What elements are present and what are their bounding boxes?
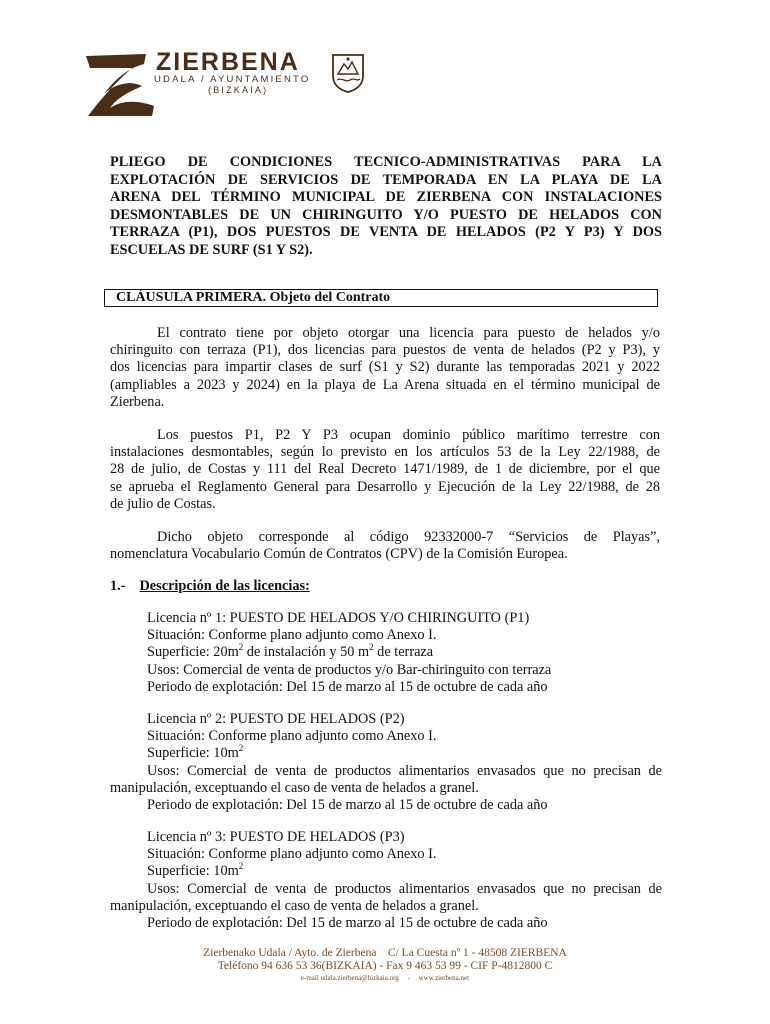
license-uses: Usos: Comercial de venta de productos alimentarios envasados que no precisan de [147, 880, 662, 897]
logo-subtitle: UDALA / AYUNTAMIENTO [154, 74, 311, 85]
license-title: Licencia nº 1: PUESTO DE HELADOS Y/O CHIRINGUITO (P1) [147, 610, 530, 626]
logo-name: ZIERBENA [156, 48, 300, 76]
text-line: 28 de julio, de Costas y 111 del Real Decreto 1471/1989, de 1 de diciembre, por el que [110, 461, 660, 478]
license-1 [110, 610, 662, 696]
text-line: de julio de Costas. [110, 495, 216, 512]
license-uses: Usos: Comercial de venta de productos y/o Bar-chiringuito con terraza [147, 661, 552, 678]
letterhead [84, 44, 374, 124]
text-line: Los puestos P1, P2 Y P3 ocupan dominio público marítimo terrestre con [157, 427, 660, 443]
paragraph-stalls [110, 427, 660, 513]
license-3 [110, 829, 662, 932]
license-uses-cont: manipulación, exceptuando el caso de venta de helados a granel. [110, 897, 479, 914]
footer-address: Zierbenako Udala / Ayto. de Zierbena C/ La Cuesta nº 1 - 48508 ZIERBENA [203, 947, 567, 959]
license-2 [110, 711, 662, 814]
clause-heading: CLÁUSULA PRIMERA. Objeto del Contrato [104, 289, 658, 307]
title-line: EXPLOTACIÓN DE SERVICIOS DE TEMPORADA EN LA PLAYA DE LA [110, 171, 662, 188]
section-number: 1.- [110, 578, 126, 594]
paragraph-cpv [110, 529, 660, 563]
license-period: Periodo de explotación: Del 15 de marzo al 15 de octubre de cada año [147, 797, 548, 814]
paragraph-object [110, 325, 660, 411]
text-line: dos licencias para impartir clases de surf (S1 y S2) durante las temporadas 2021 y 2022 [110, 359, 660, 376]
title-line: PLIEGO DE CONDICIONES TECNICO-ADMINISTRATIVAS PARA LA [110, 154, 662, 170]
footer-phone: Teléfono 94 636 53 36(BIZKAIA) - Fax 9 463 53 99 - CIF P-4812800 C [217, 960, 553, 972]
section-label: Descripción de las licencias: [139, 578, 310, 594]
text-line: El contrato tiene por objeto otorgar una licencia para puesto de helados y/o [157, 325, 660, 341]
license-title: Licencia nº 2: PUESTO DE HELADOS (P2) [147, 711, 405, 727]
license-title: Licencia nº 3: PUESTO DE HELADOS (P3) [147, 829, 405, 845]
title-line: ARENA DEL TÉRMINO MUNICIPAL DE ZIERBENA CON INSTALACIONES [110, 189, 662, 206]
license-surface: Superficie: $10m^2$ [147, 861, 244, 880]
logo-province: (BIZKAIA) [208, 85, 269, 95]
text-line: Zierbena. [110, 393, 165, 410]
text-line: nomenclatura Vocabulario Común de Contratos (CPV) de la Comisión Europea. [110, 546, 568, 563]
text-line: Dicho objeto corresponde al código 92332000-7 “Servicios de Playas”, [157, 529, 660, 545]
license-uses: Usos: Comercial de venta de productos alimentarios envasados que no precisan de [147, 762, 662, 779]
license-period: Periodo de explotación: Del 15 de marzo al 15 de octubre de cada año [147, 915, 548, 932]
title-line: DESMONTABLES DE UN CHIRINGUITO Y/O PUESTO DE HELADOS CON [110, 206, 662, 223]
title-line: ESCUELAS DE SURF (S1 Y S2). [110, 241, 313, 258]
license-period: Periodo de explotación: Del 15 de marzo al 15 de octubre de cada año [147, 678, 548, 695]
license-surface: Superficie: $10m^2$ [147, 743, 244, 762]
title-line: TERRAZA (P1), DOS PUESTOS DE VENTA DE HELADOS (P2 Y P3) Y DOS [110, 224, 662, 241]
document-title [110, 154, 662, 260]
license-situation: Situación: Conforme plano adjunto como Anexo I. [147, 846, 437, 863]
license-uses-cont: manipulación, exceptuando el caso de venta de helados a granel. [110, 779, 479, 796]
text-line: chiringuito con terraza (P1), dos licencias para puestos de venta de helados (P2 y P3), y [110, 342, 660, 359]
footer-contact: e-mail udala.zierbena@bizkaia.org - www.zierbena.net [300, 974, 470, 982]
text-line: instalaciones desmontables, según lo previsto en los artículos 53 de la Ley 22/1988, de [110, 444, 660, 461]
coat-of-arms-icon [330, 52, 366, 94]
text-line: (ampliables a 2023 y 2024) en la playa de La Arena situada en el término municipal de [110, 376, 660, 393]
text-line: se aprueba el Reglamento General para Desarrollo y Ejecución de la Ley 22/1988, de 28 [110, 478, 660, 495]
section-heading [110, 578, 310, 595]
license-situation: Situación: Conforme plano adjunto como Anexo I. [147, 728, 437, 745]
zierbena-wave-logo-icon [84, 50, 160, 120]
page-footer [0, 947, 770, 983]
license-situation: Situación: Conforme plano adjunto como Anexo I. [147, 627, 437, 644]
license-surface: Superficie: $20m^2$ de instalación y 50 $m^2$ de terraza [147, 642, 434, 661]
